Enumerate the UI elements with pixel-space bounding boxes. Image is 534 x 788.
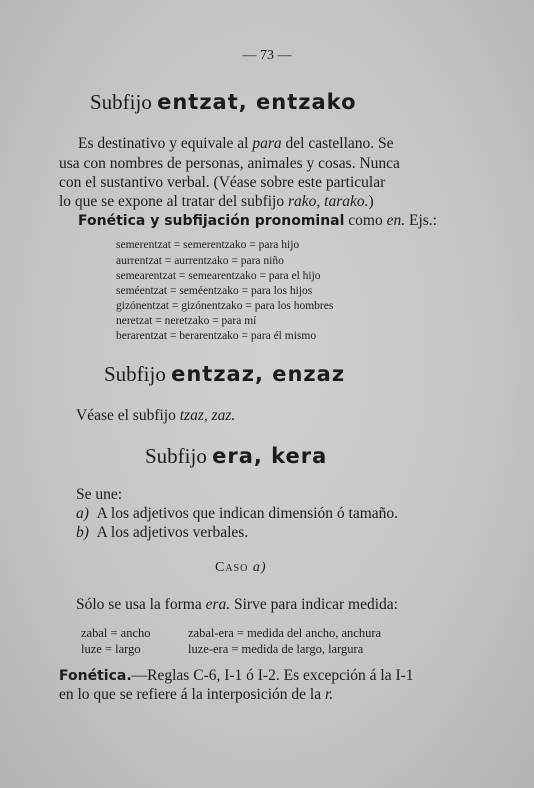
fonetica-label: Fonética. (59, 668, 132, 684)
para-line-1: Es destinativo y equivale al para del castellano. Se (78, 135, 394, 152)
list-marker: a) (76, 505, 89, 522)
caso-heading: Caso a) (215, 560, 267, 575)
heading-suffix-forms: entzat, entzako (157, 90, 357, 114)
example-right: luze-era = medida de largo, largura (188, 642, 364, 656)
example-line: semerentzat = semerentzako = para hijo (116, 239, 300, 251)
se-une-line: Se une: (76, 486, 123, 503)
example-left: zabal = ancho (81, 626, 151, 640)
example-left: luze = largo (81, 642, 141, 656)
para-line-4: lo que se expone al tratar del subfijo rako, tarako.) (59, 193, 374, 210)
solo-line: Sólo se usa la forma era. Sirve para indicar medida: (76, 596, 398, 613)
page-number: — 73 — (242, 48, 292, 63)
fonetica-label: Fonética y subfijación pronominal (78, 213, 345, 229)
heading-suffix-forms: era, kera (212, 444, 328, 468)
example-line: aurrentzat = aurrentzako = para niño (116, 255, 284, 267)
section-heading-entzaz (104, 362, 345, 387)
list-item-b: b) A los adjetivos verbales. (76, 524, 249, 541)
section-heading-entzat (90, 90, 357, 115)
example-right: zabal-era = medida del ancho, anchura (188, 626, 382, 640)
fonetica-pronominal-line: Fonética y subfijación pronominal como en. Ejs.: (78, 212, 437, 229)
cross-reference-line: Véase el subfijo tzaz, zaz. (76, 407, 236, 424)
para-line-3: con el sustantivo verbal. (Véase sobre este particular (59, 174, 386, 191)
section-heading-era (145, 444, 327, 469)
fonetica-rules-line-2: en lo que se refiere á la interposición de la r. (59, 686, 334, 703)
para-line-2: usa con nombres de personas, animales y cosas. Nunca (59, 155, 400, 172)
list-item-a: a) A los adjetivos que indican dimensión ó tamaño. (76, 505, 399, 522)
example-line: gizónentzat = gizónentzako = para los hombres (116, 300, 334, 312)
heading-subfijo-label: Subfijo (104, 362, 166, 386)
heading-subfijo-label: Subfijo (145, 444, 207, 468)
example-line: semearentzat = semearentzako = para el hijo (116, 270, 321, 282)
fonetica-rules-line-1: Fonética.—Reglas C-6, I-1 ó I-2. Es excepción á la I-1 (59, 667, 414, 684)
heading-subfijo-label: Subfijo (90, 90, 152, 114)
heading-suffix-forms: entzaz, enzaz (171, 362, 346, 386)
list-marker: b) (76, 524, 89, 541)
example-line: berarentzat = berarentzako = para él mismo (116, 330, 317, 342)
example-line: neretzat = neretzako = para mí (116, 315, 257, 327)
example-line: seméentzat = seméentzako = para los hijos (116, 285, 313, 297)
